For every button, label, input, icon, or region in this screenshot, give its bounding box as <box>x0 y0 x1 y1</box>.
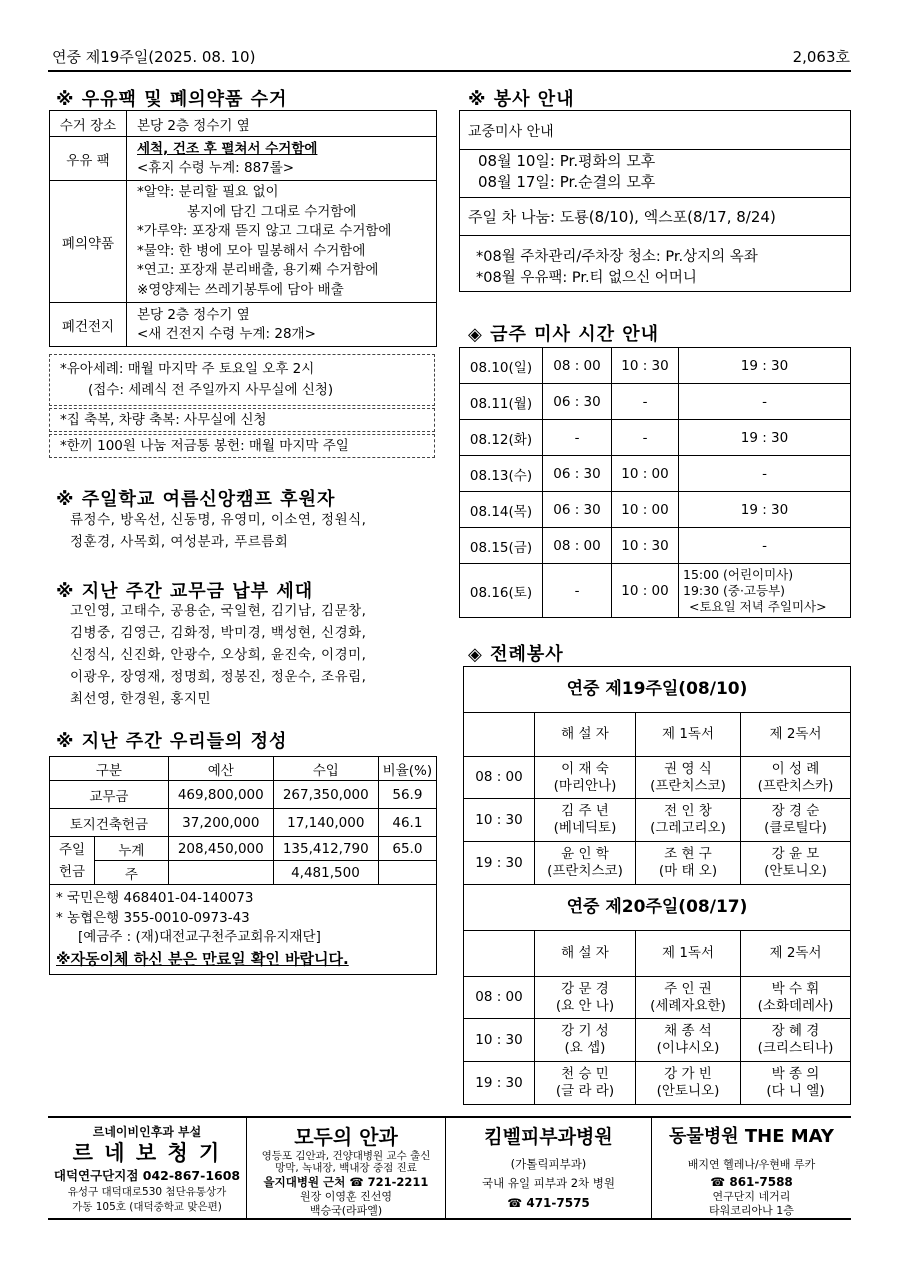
mass-times-title: ◈ 금주 미사 시간 안내 <box>468 324 660 345</box>
finance-subcategory: 주 <box>95 861 169 885</box>
finance-income: 4,481,500 <box>273 861 378 885</box>
ad-animal-hospital <box>652 1118 851 1218</box>
recycle-place: 본당 2층 정수기 옆 <box>127 111 437 137</box>
recycle-label-medicine: 폐의약품 <box>50 181 127 303</box>
name-line: 이광우, 장영재, 정명희, 정봉진, 정운수, 조유림, <box>70 669 367 685</box>
account-holder: [예금주 : (재)대전교구천주교회유지재단] <box>78 929 321 945</box>
mass-time: 06 : 30 <box>543 384 612 420</box>
finance-income: 267,350,000 <box>273 781 378 809</box>
ads-bottom-border <box>48 1218 851 1220</box>
ad-line: 배지연 헬레나/우현배 루카 <box>687 1158 816 1171</box>
liturgy-name: 윤 인 학 <box>561 846 609 862</box>
ad-line: 국내 유일 피부과 2차 병원 <box>481 1176 616 1190</box>
mass-guide-title: 교중미사 안내 <box>468 124 554 140</box>
liturgy-name: 박 종 의 <box>771 1066 820 1082</box>
ad-line: 대덕연구단지점 042-867-1608 <box>53 1168 241 1183</box>
ad-eye-clinic <box>247 1118 445 1218</box>
name-line: 고인영, 고태수, 공용순, 국일현, 김기남, 김문창, <box>70 603 367 619</box>
mass-date: 08.14(목) <box>460 492 543 528</box>
auto-transfer-note: ※자동이체 하신 분은 만료일 확인 바랍니다. <box>56 949 349 968</box>
liturgy-name: 김 주 년 <box>561 803 609 819</box>
medicine-line: ※영양제는 쓰레기봉투에 담아 배출 <box>137 281 344 298</box>
ad-line: 가동 105호 (대덕중학교 맞은편) <box>72 1201 222 1213</box>
saturday-mass-line: <토요일 저녁 주일미사> <box>689 598 827 614</box>
liturgy-baptismal: (이냐시오) <box>656 1040 720 1056</box>
medicine-line: *알약: 분리할 필요 없이 <box>137 184 279 200</box>
mass-time: 19 : 30 <box>679 348 851 384</box>
liturgy-header: 제 1독서 <box>636 713 741 757</box>
notice-line: *유아세례: 매월 마지막 주 토요일 오후 2시 <box>60 361 315 377</box>
issue-date: 연중 제19주일(2025. 08. 10) <box>52 48 256 66</box>
liturgy-name: 강 가 빈 <box>664 1066 712 1082</box>
mass-time: - <box>612 420 679 456</box>
mass-date: 08.11(월) <box>460 384 543 420</box>
liturgy-time: 10 : 30 <box>464 1019 535 1062</box>
liturgy-name: 이 재 숙 <box>561 760 609 777</box>
mass-times-row <box>460 528 851 564</box>
liturgy-baptismal: (다 니 엘) <box>766 1083 825 1099</box>
liturgy-name: 강 문 경 <box>561 980 609 997</box>
mass-times-row <box>460 492 851 528</box>
name-line: 신정식, 신진화, 안광수, 오상희, 윤진숙, 이경미, <box>70 647 367 663</box>
liturgy-time: 08 : 00 <box>464 977 535 1019</box>
ad-line: 연구단지 네거리 <box>712 1190 791 1203</box>
mass-time: 06 : 30 <box>543 456 612 492</box>
liturgy-name: 강 기 성 <box>561 1023 609 1039</box>
ad-name: 모두의 안과 <box>294 1125 398 1149</box>
issue-number: 2,063호 <box>792 48 850 66</box>
liturgy-row <box>464 799 851 842</box>
ad-line: 영등포 김안과, 건양대병원 교수 출신 <box>261 1150 431 1162</box>
liturgy-name: 채 종 석 <box>664 1023 712 1039</box>
ad-dermatology <box>446 1118 651 1218</box>
notice-coin-bank: *한끼 100원 나눔 저금통 봉헌: 매월 마지막 주일 <box>49 434 435 458</box>
liturgy-name: 이 성 례 <box>771 760 820 777</box>
liturgy-row <box>464 1062 851 1105</box>
mass-time: 10 : 30 <box>612 528 679 564</box>
mass-date: 08.15(금) <box>460 528 543 564</box>
ad-line: 유성구 대덕대로530 첨단유통상가 <box>67 1186 227 1198</box>
finance-category: 교무금 <box>50 781 169 809</box>
mass-time: - <box>543 564 612 618</box>
saturday-mass-line: 19:30 (중·고등부) <box>683 582 786 598</box>
camp-names <box>70 509 366 553</box>
camp-title: ※ 주일학교 여름신앙캠프 후원자 <box>56 489 336 510</box>
battery-place: 본당 2층 정수기 옆 <box>137 306 250 323</box>
liturgy-baptismal: (안토니오) <box>656 1083 720 1099</box>
ad-line: 백승국(라파엘) <box>309 1204 383 1217</box>
recycle-label-battery: 폐건전지 <box>50 303 127 347</box>
battery-count: <새 건전지 수령 누계: 28개> <box>137 325 316 342</box>
milk-instruction: 세척, 건조 후 펼쳐서 수거함에 <box>137 140 318 157</box>
mass-time: - <box>612 384 679 420</box>
mass-time: - <box>679 384 851 420</box>
ad-line: 망막, 녹내장, 백내장 중점 진료 <box>275 1162 417 1174</box>
finance-ratio: 56.9 <box>378 781 436 809</box>
liturgy-name: 천 승 민 <box>561 1066 609 1082</box>
mass-date: 08.10(일) <box>460 348 543 384</box>
liturgy-time: 19 : 30 <box>464 842 535 885</box>
mass-time: - <box>679 528 851 564</box>
liturgy-time: 08 : 00 <box>464 757 535 799</box>
liturgy-header: 제 2독서 <box>741 931 851 977</box>
parking-share: 주일 차 나눔: 도룡(8/10), 엑스포(8/17, 8/24) <box>468 208 776 226</box>
liturgy-header: 제 2독서 <box>741 713 851 757</box>
ad-name: 킴벨피부과병원 <box>484 1126 613 1148</box>
liturgy-baptismal: (안토니오) <box>764 863 827 879</box>
recycle-title: ※ 우유팩 및 폐의약품 수거 <box>56 89 288 110</box>
recycle-label-milk: 우유 팩 <box>50 137 127 181</box>
notice-line: (접수: 세례식 전 주일까지 사무실에 신청) <box>88 382 334 398</box>
finance-category: 주일 <box>58 841 86 858</box>
medicine-line: *물약: 한 병에 모아 밀봉해서 수거함에 <box>137 242 366 259</box>
liturgy-baptismal: (그레고리오) <box>650 820 726 836</box>
mass-date: 08.12(화) <box>460 420 543 456</box>
dues-title: ※ 지난 주간 교무금 납부 세대 <box>56 581 314 602</box>
service-extra-line: *08월 우유팩: Pr.티 없으신 어머니 <box>476 270 697 286</box>
liturgy-baptismal: (클로틸다) <box>764 820 827 836</box>
finance-category: 토지건축헌금 <box>50 809 169 837</box>
liturgy-row <box>464 977 851 1019</box>
name-line: 정훈경, 사목회, 여성분과, 푸르름회 <box>70 534 289 550</box>
notice-baptism <box>49 354 435 406</box>
liturgy-row <box>464 757 851 799</box>
mass-date: 08.16(토) <box>460 564 543 618</box>
liturgy-name: 조 현 구 <box>664 846 712 862</box>
ad-line: 을지대병원 근처 ☎ 721-2211 <box>263 1175 429 1189</box>
liturgy-baptismal: (프란치스코) <box>547 863 623 879</box>
liturgy-baptismal: (소화데레사) <box>757 997 834 1014</box>
liturgy-baptismal: (요 셉) <box>564 1040 606 1056</box>
medicine-line: 봉지에 담긴 그대로 수거함에 <box>187 203 357 220</box>
service-box <box>459 110 851 292</box>
ad-line: (가톨릭피부과) <box>510 1157 587 1171</box>
mass-time: 08 : 00 <box>543 348 612 384</box>
service-title: ※ 봉사 안내 <box>468 89 575 110</box>
ad-line: 원장 이영훈 진선영 <box>299 1190 392 1203</box>
mass-time: 06 : 30 <box>543 492 612 528</box>
liturgy-name: 주 인 권 <box>664 980 712 997</box>
liturgy-name: 권 영 식 <box>664 760 712 777</box>
liturgy-baptismal: (세례자요한) <box>650 997 726 1014</box>
finance-ratio: 46.1 <box>378 809 436 837</box>
name-line: 류정수, 방옥선, 신동명, 유영미, 이소연, 정원식, <box>70 512 367 528</box>
mass-time: 10 : 30 <box>612 348 679 384</box>
dues-names <box>70 600 366 710</box>
finance-header: 수입 <box>273 757 378 781</box>
liturgy-baptismal: (베네딕토) <box>553 820 617 836</box>
ad-line: ☎ 471-7575 <box>507 1196 590 1210</box>
liturgy-time: 19 : 30 <box>464 1062 535 1105</box>
liturgy-baptismal: (마리안나) <box>553 777 617 794</box>
liturgy-name: 장 혜 경 <box>771 1023 820 1039</box>
liturgy-baptismal: (요 안 나) <box>555 997 615 1014</box>
mass-times-row <box>460 420 851 456</box>
name-line: 김병중, 김영근, 김화정, 박미경, 백성현, 신경화, <box>70 625 367 641</box>
name-line: 최선영, 한경원, 홍지민 <box>70 691 212 707</box>
finance-header: 예산 <box>168 757 273 781</box>
finance-ratio <box>378 861 436 885</box>
finance-income: 135,412,790 <box>273 837 378 861</box>
liturgy-table <box>463 666 851 1105</box>
liturgy-row <box>464 1019 851 1062</box>
medicine-line: *연고: 포장재 분리배출, 용기째 수거함에 <box>137 262 379 278</box>
liturgy-row <box>464 842 851 885</box>
liturgy-header: 해 설 자 <box>535 931 636 977</box>
mass-guide-line: 08월 17일: Pr.순결의 모후 <box>478 173 656 191</box>
liturgy-week-title: 연중 제19주일(08/10) <box>464 667 851 713</box>
finance-table <box>49 756 437 975</box>
ad-subtitle: 르네이비인후과 부설 <box>92 1125 202 1139</box>
mass-times-row <box>460 456 851 492</box>
finance-header: 구분 <box>50 757 169 781</box>
mass-time: - <box>543 420 612 456</box>
notice-blessing: *집 축복, 차량 축복: 사무실에 신청 <box>49 408 435 432</box>
header-divider <box>48 70 851 72</box>
finance-budget <box>168 861 273 885</box>
milk-tissue-count: <휴지 수령 누계: 887롤> <box>137 159 295 176</box>
recycle-label-place: 수거 장소 <box>50 111 127 137</box>
mass-times-row <box>460 564 851 618</box>
liturgy-title: ◈ 전례봉사 <box>468 644 564 665</box>
liturgy-name: 전 인 창 <box>664 803 712 819</box>
liturgy-time: 10 : 30 <box>464 799 535 842</box>
ad-line: 타워코리아나 1층 <box>709 1204 794 1217</box>
finance-budget: 37,200,000 <box>168 809 273 837</box>
liturgy-baptismal: (프란치스코) <box>650 777 726 794</box>
saturday-mass-line: 15:00 (어린이미사) <box>683 566 794 582</box>
service-extra-line: *08월 주차관리/주차장 청소: Pr.상지의 옥좌 <box>476 249 758 265</box>
liturgy-baptismal: (마 태 오) <box>658 863 718 879</box>
finance-header: 비율(%) <box>378 757 436 781</box>
ad-name: 동물병원 THE MAY <box>669 1126 834 1147</box>
mass-guide-line: 08월 10일: Pr.평화의 모후 <box>478 152 656 170</box>
liturgy-baptismal: (크리스티나) <box>757 1040 834 1056</box>
mass-time: 10 : 00 <box>612 456 679 492</box>
liturgy-baptismal: (글 라 라) <box>555 1083 615 1099</box>
liturgy-week-title: 연중 제20주일(08/17) <box>464 885 851 931</box>
liturgy-header: 제 1독서 <box>636 931 741 977</box>
finance-ratio: 65.0 <box>378 837 436 861</box>
liturgy-baptismal: (프란치스카) <box>757 777 834 794</box>
liturgy-name: 강 윤 모 <box>771 846 820 862</box>
bank-account-nh: * 농협은행 355-0010-0973-43 <box>56 909 250 926</box>
ad-name: 르 네 보 청 기 <box>72 1141 222 1165</box>
mass-time: 19 : 30 <box>679 492 851 528</box>
mass-times-row <box>460 348 851 384</box>
finance-title: ※ 지난 주간 우리들의 정성 <box>56 731 288 752</box>
finance-budget: 469,800,000 <box>168 781 273 809</box>
finance-category: 헌금 <box>58 863 86 880</box>
mass-time: 10 : 00 <box>612 564 679 618</box>
medicine-line: *가루약: 포장재 뜯지 않고 그대로 수거함에 <box>137 223 392 239</box>
mass-date: 08.13(수) <box>460 456 543 492</box>
ad-hearing-aid <box>48 1118 246 1218</box>
finance-budget: 208,450,000 <box>168 837 273 861</box>
recycle-table <box>49 110 437 347</box>
finance-subcategory: 누계 <box>95 837 169 861</box>
ad-line: ☎ 861-7588 <box>710 1175 793 1189</box>
bank-account-kb: * 국민은행 468401-04-140073 <box>56 890 254 906</box>
liturgy-header: 해 설 자 <box>535 713 636 757</box>
liturgy-name: 장 경 순 <box>771 803 820 819</box>
mass-time: 08 : 00 <box>543 528 612 564</box>
mass-time: - <box>679 456 851 492</box>
mass-time: 10 : 00 <box>612 492 679 528</box>
mass-time: 19 : 30 <box>679 420 851 456</box>
mass-times-table <box>459 347 851 618</box>
mass-times-row <box>460 384 851 420</box>
finance-income: 17,140,000 <box>273 809 378 837</box>
liturgy-name: 박 수 휘 <box>771 980 820 997</box>
